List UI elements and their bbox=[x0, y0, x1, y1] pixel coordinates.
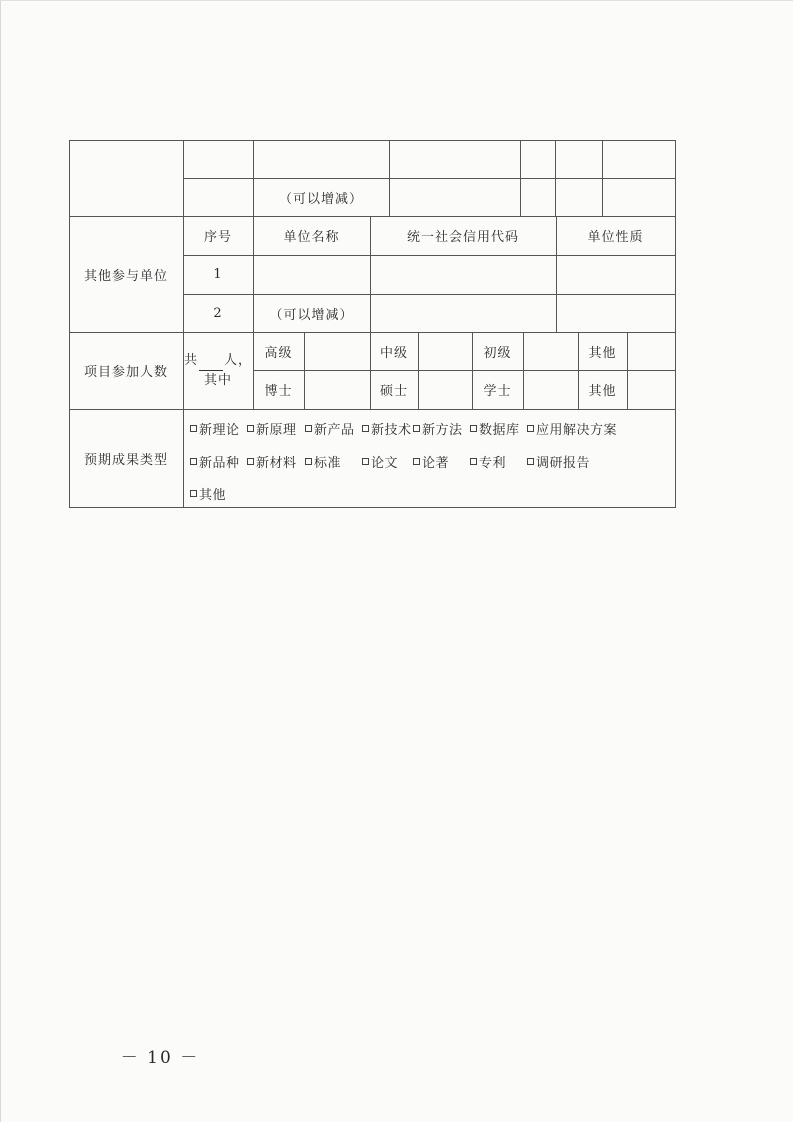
row-seq-2: 2 bbox=[213, 305, 223, 321]
outcome-new-technology[interactable]: 新技术 bbox=[362, 419, 412, 438]
total-prefix: 共 bbox=[183, 352, 198, 368]
other-units-note: （可以增减） bbox=[269, 307, 354, 323]
header-seq: 序号 bbox=[203, 230, 232, 245]
checkbox-icon bbox=[527, 425, 534, 432]
outcome-paper[interactable]: 论文 bbox=[362, 452, 398, 471]
outcome-patent[interactable]: 专利 bbox=[470, 452, 506, 471]
outcome-new-material[interactable]: 新材料 bbox=[247, 452, 297, 471]
checkbox-icon bbox=[362, 458, 369, 465]
outcome-new-method[interactable]: 新方法 bbox=[413, 419, 463, 438]
level-senior: 高级 bbox=[264, 345, 293, 361]
outcome-research-report[interactable]: 调研报告 bbox=[527, 452, 590, 471]
outcome-standard[interactable]: 标准 bbox=[305, 452, 341, 471]
outcome-application-solution[interactable]: 应用解决方案 bbox=[527, 419, 617, 438]
header-unit-name: 单位名称 bbox=[283, 230, 340, 245]
checkbox-icon bbox=[527, 458, 534, 465]
level-junior: 初级 bbox=[483, 345, 512, 361]
total-blank[interactable] bbox=[199, 358, 223, 371]
outcome-new-principle[interactable]: 新原理 bbox=[247, 419, 297, 438]
page-number: － 10 － bbox=[120, 1048, 200, 1068]
other-units-label: 其他参与单位 bbox=[83, 268, 168, 284]
outcome-new-product[interactable]: 新产品 bbox=[305, 419, 355, 438]
degree-master: 硕士 bbox=[379, 384, 408, 399]
outcome-new-variety[interactable]: 新品种 bbox=[190, 452, 240, 471]
checkbox-icon bbox=[413, 425, 420, 432]
participants-total bbox=[183, 332, 253, 409]
checkbox-icon bbox=[305, 425, 312, 432]
header-unit-nature: 单位性质 bbox=[587, 230, 644, 245]
participants-label: 项目参加人数 bbox=[83, 365, 168, 380]
checkbox-icon bbox=[190, 425, 197, 432]
checkbox-icon bbox=[190, 490, 197, 497]
row-seq-1: 1 bbox=[213, 267, 223, 282]
outcome-monograph[interactable]: 论著 bbox=[413, 452, 449, 471]
page-edge bbox=[0, 0, 1, 1122]
of-which: 其中 bbox=[203, 372, 232, 388]
outcome-other[interactable]: 其他 bbox=[190, 484, 226, 503]
level-other: 其他 bbox=[588, 345, 617, 361]
degree-bachelor: 学士 bbox=[483, 384, 512, 399]
degree-doctor: 博士 bbox=[264, 384, 293, 399]
checkbox-icon bbox=[247, 458, 254, 465]
checkbox-icon bbox=[190, 458, 197, 465]
checkbox-icon bbox=[470, 425, 477, 432]
checkbox-icon bbox=[305, 458, 312, 465]
checkbox-icon bbox=[362, 425, 369, 432]
total-suffix: 人， bbox=[224, 352, 253, 368]
header-credit-code: 统一社会信用代码 bbox=[406, 230, 519, 245]
checkbox-icon bbox=[413, 458, 420, 465]
page-edge bbox=[0, 0, 793, 1]
section1-note: （可以增减） bbox=[278, 192, 363, 207]
outcome-new-theory[interactable]: 新理论 bbox=[190, 419, 240, 438]
degree-other: 其他 bbox=[588, 384, 617, 399]
level-intermediate: 中级 bbox=[379, 345, 408, 361]
checkbox-icon bbox=[470, 458, 477, 465]
outcomes-label: 预期成果类型 bbox=[83, 452, 168, 468]
outcome-database[interactable]: 数据库 bbox=[470, 419, 520, 438]
checkbox-icon bbox=[247, 425, 254, 432]
